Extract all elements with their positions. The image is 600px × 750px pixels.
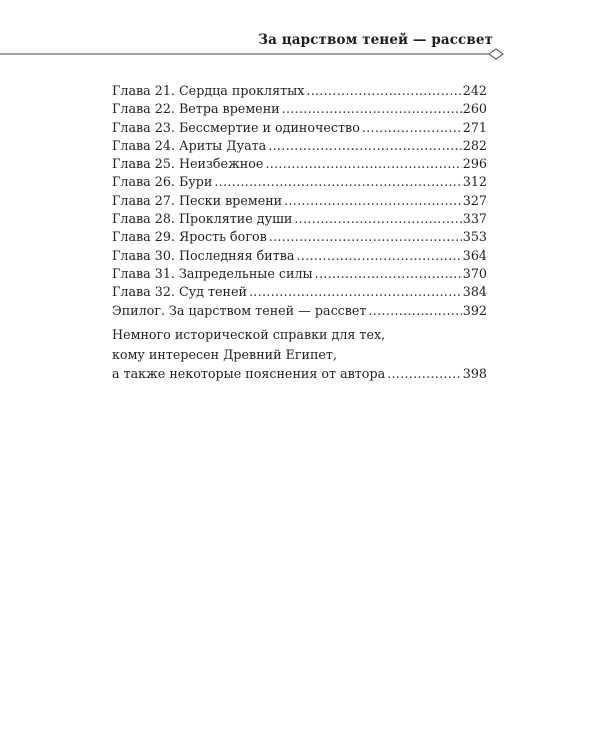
dot-leader <box>284 192 462 210</box>
toc-entry-title: Глава 24. Ариты Дуата <box>112 137 267 153</box>
toc-entry[interactable] <box>112 155 487 173</box>
toc-entry-page: 364 <box>462 247 487 263</box>
toc-entry-title: Глава 23. Бессмертие и одиночество <box>112 119 360 135</box>
toc-entry[interactable] <box>112 228 487 246</box>
dot-leader <box>282 100 462 118</box>
dot-leader <box>387 364 462 384</box>
toc-appendix-entry[interactable] <box>112 325 487 384</box>
toc-entry[interactable] <box>112 265 487 283</box>
toc-entry-page: 384 <box>462 284 487 300</box>
toc-entry-title: Глава 31. Запредельные силы <box>112 265 313 281</box>
toc-entry[interactable] <box>112 100 487 118</box>
toc-entry-page: 312 <box>462 174 487 190</box>
appendix-last-line <box>112 364 487 384</box>
toc-entry-title: Глава 30. Последняя битва <box>112 247 295 263</box>
dot-leader <box>306 82 461 100</box>
toc-entry-title: Глава 27. Пески времени <box>112 192 283 208</box>
toc-entry-page: 392 <box>462 302 487 318</box>
toc-entry-page: 327 <box>462 192 487 208</box>
toc-entry-page: 271 <box>462 119 487 135</box>
toc-entry[interactable] <box>112 247 487 265</box>
toc-entry[interactable] <box>112 82 487 100</box>
toc-entry-page: 370 <box>462 265 487 281</box>
dot-leader <box>368 302 461 320</box>
running-head-title: За царством теней — рассвет <box>258 32 493 48</box>
dot-leader <box>294 210 461 228</box>
toc-entry-title: Глава 32. Суд теней <box>112 284 247 300</box>
toc-entry[interactable] <box>112 137 487 155</box>
toc-entry[interactable] <box>112 192 487 210</box>
toc-entry-page: 296 <box>462 156 487 172</box>
toc-entry-page: 353 <box>462 229 487 245</box>
dot-leader <box>362 119 462 137</box>
dot-leader <box>249 283 462 301</box>
running-head-ornament <box>0 46 600 62</box>
toc-entry-page: 242 <box>462 83 487 98</box>
dot-leader <box>315 265 462 283</box>
toc-entry-title: Глава 26. Бури <box>112 174 213 190</box>
diamond-ornament-icon <box>489 49 503 59</box>
toc-entry-title: Глава 25. Неизбежное <box>112 156 264 172</box>
appendix-line: а также некоторые пояснения от автора <box>112 366 386 381</box>
toc-entry-epilogue[interactable] <box>112 302 487 320</box>
toc-entry-page: 337 <box>462 211 487 227</box>
toc-entry[interactable] <box>112 283 487 301</box>
appendix-line: Немного исторической справки для тех, <box>112 327 386 342</box>
table-of-contents <box>112 82 487 320</box>
toc-entry-title: Глава 28. Проклятие души <box>112 211 293 227</box>
dot-leader <box>269 228 462 246</box>
toc-entry-title: Глава 21. Сердца проклятых <box>112 83 305 98</box>
appendix-page: 398 <box>462 366 487 381</box>
dot-leader <box>296 247 461 265</box>
toc-entry[interactable] <box>112 210 487 228</box>
toc-entry-page: 282 <box>462 137 487 153</box>
toc-entry-title: Эпилог. За царством теней — рассвет <box>112 302 367 318</box>
appendix-line: кому интересен Древний Египет, <box>112 346 337 362</box>
toc-entry[interactable] <box>112 119 487 137</box>
toc-entry-title: Глава 29. Ярость богов <box>112 229 267 245</box>
dot-leader <box>214 173 461 191</box>
running-head <box>0 32 600 62</box>
toc-entry[interactable] <box>112 173 487 191</box>
toc-entry-page: 260 <box>462 101 487 117</box>
dot-leader <box>268 137 462 155</box>
toc-entry-title: Глава 22. Ветра времени <box>112 101 280 117</box>
dot-leader <box>265 155 461 173</box>
